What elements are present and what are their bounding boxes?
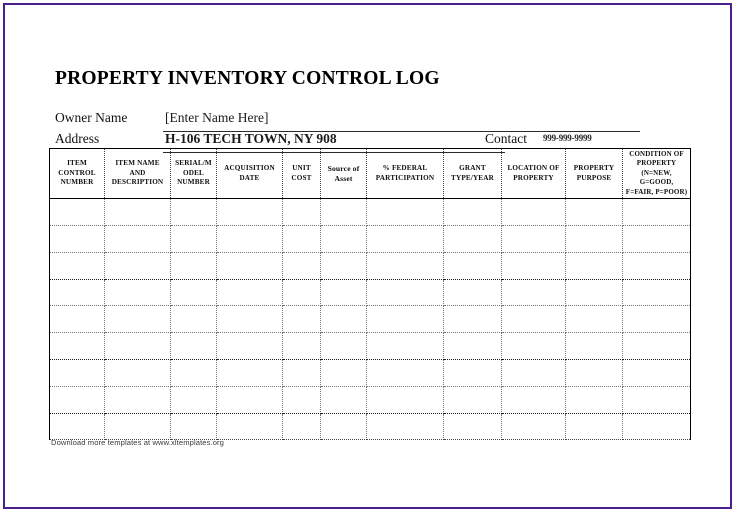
table-cell[interactable] xyxy=(217,386,283,413)
table-row xyxy=(50,333,691,360)
table-cell[interactable] xyxy=(623,252,691,279)
table-cell[interactable] xyxy=(623,225,691,252)
table-cell[interactable] xyxy=(217,279,283,306)
table-cell[interactable] xyxy=(623,386,691,413)
owner-name-field-row xyxy=(55,110,640,130)
inventory-log-table xyxy=(49,148,691,440)
table-cell[interactable] xyxy=(367,279,444,306)
document-sheet xyxy=(5,5,730,507)
table-cell[interactable] xyxy=(171,306,217,333)
table-cell[interactable] xyxy=(50,359,105,386)
table-header xyxy=(50,149,691,199)
table-cell[interactable] xyxy=(171,386,217,413)
table-cell[interactable] xyxy=(367,199,444,226)
address-value[interactable]: H-106 TECH TOWN, NY 908 xyxy=(165,131,337,146)
table-cell[interactable] xyxy=(444,413,502,440)
table-cell[interactable] xyxy=(105,225,171,252)
column-header-2: SERIAL/MODEL NUMBER xyxy=(171,149,217,199)
table-cell[interactable] xyxy=(623,279,691,306)
table-cell[interactable] xyxy=(321,199,367,226)
table-cell[interactable] xyxy=(566,306,623,333)
table-cell[interactable] xyxy=(321,306,367,333)
column-header-1: ITEM NAME AND DESCRIPTION xyxy=(105,149,171,199)
table-cell[interactable] xyxy=(566,225,623,252)
column-header-10: CONDITION OF PROPERTY (N=NEW, G=GOOD, F=FAIR, P=POOR) xyxy=(623,149,691,199)
table-cell[interactable] xyxy=(105,252,171,279)
column-header-7: GRANT TYPE/YEAR xyxy=(444,149,502,199)
table-cell[interactable] xyxy=(50,306,105,333)
table-cell[interactable] xyxy=(50,413,105,440)
table-cell[interactable] xyxy=(217,333,283,360)
table-cell[interactable] xyxy=(367,306,444,333)
table-cell[interactable] xyxy=(502,252,566,279)
table-cell[interactable] xyxy=(321,225,367,252)
table-cell[interactable] xyxy=(367,413,444,440)
table-row xyxy=(50,199,691,226)
table-cell[interactable] xyxy=(283,413,321,440)
table-row xyxy=(50,225,691,252)
table-cell[interactable] xyxy=(283,279,321,306)
table-cell[interactable] xyxy=(566,333,623,360)
table-cell[interactable] xyxy=(444,279,502,306)
table-cell[interactable] xyxy=(623,333,691,360)
table-cell[interactable] xyxy=(171,199,217,226)
table-cell[interactable] xyxy=(566,252,623,279)
table-cell[interactable] xyxy=(283,199,321,226)
table-body xyxy=(50,199,691,440)
table-header-row xyxy=(50,149,691,199)
table-cell[interactable] xyxy=(283,225,321,252)
table-cell[interactable] xyxy=(217,359,283,386)
table-cell[interactable] xyxy=(321,333,367,360)
column-header-5: Source of Asset xyxy=(321,149,367,199)
table-cell[interactable] xyxy=(105,386,171,413)
table-cell[interactable] xyxy=(283,252,321,279)
table-cell[interactable] xyxy=(444,359,502,386)
table-cell[interactable] xyxy=(321,279,367,306)
table-cell[interactable] xyxy=(444,306,502,333)
table-cell[interactable] xyxy=(171,333,217,360)
table-cell[interactable] xyxy=(283,386,321,413)
page-title: PROPERTY INVENTORY CONTROL LOG xyxy=(55,68,440,89)
table-cell[interactable] xyxy=(105,333,171,360)
table-row xyxy=(50,306,691,333)
table-cell[interactable] xyxy=(367,359,444,386)
column-header-6: % FEDERAL PARTICIPATION xyxy=(367,149,444,199)
table-cell[interactable] xyxy=(502,359,566,386)
table-cell[interactable] xyxy=(502,225,566,252)
table-cell[interactable] xyxy=(623,359,691,386)
table-cell[interactable] xyxy=(367,252,444,279)
table-cell[interactable] xyxy=(217,225,283,252)
table-cell[interactable] xyxy=(367,225,444,252)
table-cell[interactable] xyxy=(367,386,444,413)
table-cell[interactable] xyxy=(566,386,623,413)
table-cell[interactable] xyxy=(444,252,502,279)
table-cell[interactable] xyxy=(171,252,217,279)
table-cell[interactable] xyxy=(283,306,321,333)
table-cell[interactable] xyxy=(217,306,283,333)
column-header-0: ITEM CONTROL NUMBER xyxy=(50,149,105,199)
table-cell[interactable] xyxy=(444,225,502,252)
table-cell[interactable] xyxy=(444,333,502,360)
table-cell[interactable] xyxy=(217,252,283,279)
column-header-8: LOCATION OF PROPERTY xyxy=(502,149,566,199)
table-cell[interactable] xyxy=(502,413,566,440)
footer-note-text: Download more templates at xyxy=(51,438,153,447)
table-cell[interactable] xyxy=(566,413,623,440)
table-cell[interactable] xyxy=(502,279,566,306)
column-header-9: PROPERTY PURPOSE xyxy=(566,149,623,199)
column-header-3: ACQUISITION DATE xyxy=(217,149,283,199)
table-cell[interactable] xyxy=(502,386,566,413)
table-cell[interactable] xyxy=(623,199,691,226)
table-cell[interactable] xyxy=(217,199,283,226)
table-row xyxy=(50,252,691,279)
table-cell[interactable] xyxy=(623,413,691,440)
address-label: Address xyxy=(55,131,100,146)
table-cell[interactable] xyxy=(105,306,171,333)
footer-note-url[interactable]: www.xltemplates.org xyxy=(152,438,225,447)
table-row xyxy=(50,359,691,386)
column-header-4: UNIT COST xyxy=(283,149,321,199)
table-cell[interactable] xyxy=(50,386,105,413)
table-cell[interactable] xyxy=(283,359,321,386)
table-cell[interactable] xyxy=(283,333,321,360)
contact-value[interactable]: 999-999-9999 xyxy=(543,133,592,143)
table-cell[interactable] xyxy=(566,279,623,306)
table-cell[interactable] xyxy=(566,359,623,386)
table-cell[interactable] xyxy=(502,333,566,360)
document-page xyxy=(3,3,732,509)
footer-note xyxy=(51,438,224,447)
table-cell[interactable] xyxy=(367,333,444,360)
table-cell[interactable] xyxy=(105,199,171,226)
table-cell[interactable] xyxy=(50,252,105,279)
table-cell[interactable] xyxy=(105,413,171,440)
table-row xyxy=(50,279,691,306)
table-cell[interactable] xyxy=(321,413,367,440)
table-cell[interactable] xyxy=(502,199,566,226)
table-cell[interactable] xyxy=(321,359,367,386)
table-cell[interactable] xyxy=(105,359,171,386)
table-cell[interactable] xyxy=(171,413,217,440)
table-row xyxy=(50,386,691,413)
table-cell[interactable] xyxy=(50,333,105,360)
contact-label: Contact xyxy=(485,131,527,146)
table-cell[interactable] xyxy=(105,279,171,306)
owner-name-value[interactable]: [Enter Name Here] xyxy=(165,110,269,125)
table-row xyxy=(50,413,691,440)
table-cell[interactable] xyxy=(50,225,105,252)
table-cell[interactable] xyxy=(321,386,367,413)
table-cell[interactable] xyxy=(50,199,105,226)
owner-name-label: Owner Name xyxy=(55,110,128,125)
table-cell[interactable] xyxy=(623,306,691,333)
table-cell[interactable] xyxy=(502,306,566,333)
table-cell[interactable] xyxy=(444,386,502,413)
table-cell[interactable] xyxy=(321,252,367,279)
table-cell[interactable] xyxy=(566,199,623,226)
table-cell[interactable] xyxy=(171,359,217,386)
table-cell[interactable] xyxy=(171,225,217,252)
table-cell[interactable] xyxy=(50,279,105,306)
table-cell[interactable] xyxy=(217,413,283,440)
table-cell[interactable] xyxy=(444,199,502,226)
table-cell[interactable] xyxy=(171,279,217,306)
